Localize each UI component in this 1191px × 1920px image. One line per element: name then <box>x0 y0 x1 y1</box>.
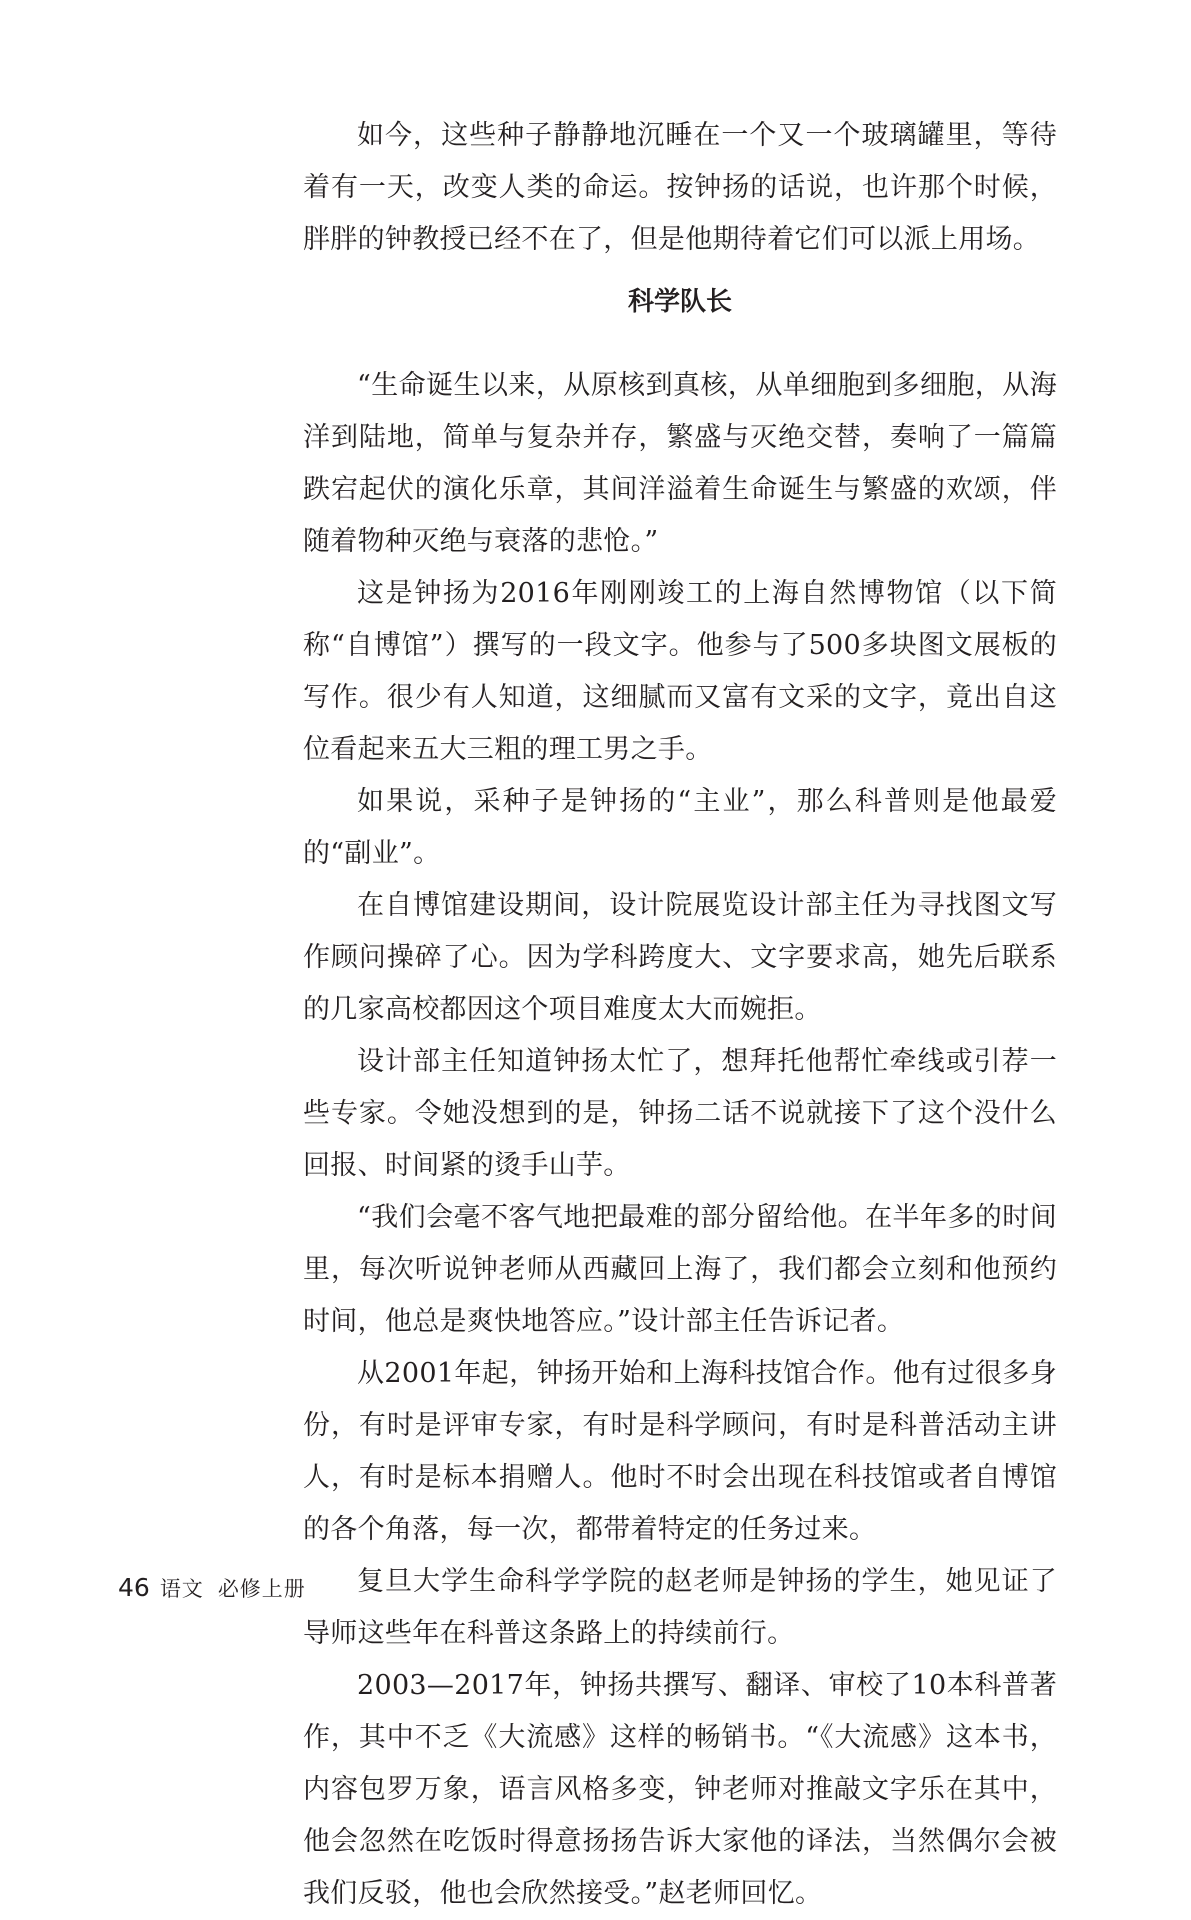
book-title: 语文 <box>159 1577 204 1601</box>
section-heading: 科学队长 <box>627 287 732 317</box>
page-number: 46 <box>118 1573 150 1602</box>
intro-text-block <box>303 110 1057 266</box>
page-footer <box>118 1573 306 1607</box>
body-paragraph: 如果说，采种子是钟扬的“主业”，那么科普则是他最爱的“副业”。 <box>303 786 1057 869</box>
body-paragraph: 这是钟扬为2016年刚刚竣工的上海自然博物馆（以下简称“自博馆”）撰写的一段文字。他参与了500多块图文展板的写作。很少有人知道，这细腻而又富有文采的文字，竟出自这位看起来五大三粗的理工男之手。 <box>303 578 1057 765</box>
body-paragraph: 从2001年起，钟扬开始和上海科技馆合作。他有过很多身份，有时是评审专家，有时是科学顾问，有时是科普活动主讲人，有时是标本捐赠人。他时不时会出现在科技馆或者自博馆的各个角落，每一次，都带着特定的任务过来。 <box>303 1358 1057 1545</box>
body-paragraph: 在自博馆建设期间，设计院展览设计部主任为寻找图文写作顾问操碎了心。因为学科跨度大、文字要求高，她先后联系的几家高校都因这个项目难度太大而婉拒。 <box>303 890 1057 1025</box>
body-paragraph: “生命诞生以来，从原核到真核，从单细胞到多细胞，从海洋到陆地，简单与复杂并存，繁盛与灭绝交替，奏响了一篇篇跌宕起伏的演化乐章，其间洋溢着生命诞生与繁盛的欢颂，伴随着物种灭绝与衰落的悲怆。” <box>303 370 1057 557</box>
body-paragraph: 复旦大学生命科学学院的赵老师是钟扬的学生，她见证了导师这些年在科普这条路上的持续前行。 <box>303 1566 1057 1649</box>
section-text-block <box>303 360 1057 1920</box>
body-paragraph: “我们会毫不客气地把最难的部分留给他。在半年多的时间里，每次听说钟老师从西藏回上海了，我们都会立刻和他预约时间，他总是爽快地答应。”设计部主任告诉记者。 <box>303 1202 1057 1337</box>
body-paragraph: 2003—2017年，钟扬共撰写、翻译、审校了10本科普著作，其中不乏《大流感》这样的畅销书。“《大流感》这本书，内容包罗万象，语言风格多变，钟老师对推敲文字乐在其中，他会忽然在吃饭时得意扬扬告诉大家他的译法，当然偶尔会被我们反驳，他也会欣然接受。”赵老师回忆。 <box>303 1670 1057 1909</box>
body-paragraph: 如今，这些种子静静地沉睡在一个又一个玻璃罐里，等待着有一天，改变人类的命运。按钟扬的话说，也许那个时候，胖胖的钟教授已经不在了，但是他期待着它们可以派上用场。 <box>303 120 1057 255</box>
body-paragraph: 设计部主任知道钟扬太忙了，想拜托他帮忙牵线或引荐一些专家。令她没想到的是，钟扬二话不说就接下了这个没什么回报、时间紧的烫手山芋。 <box>303 1046 1057 1181</box>
book-volume: 必修上册 <box>217 1577 306 1601</box>
